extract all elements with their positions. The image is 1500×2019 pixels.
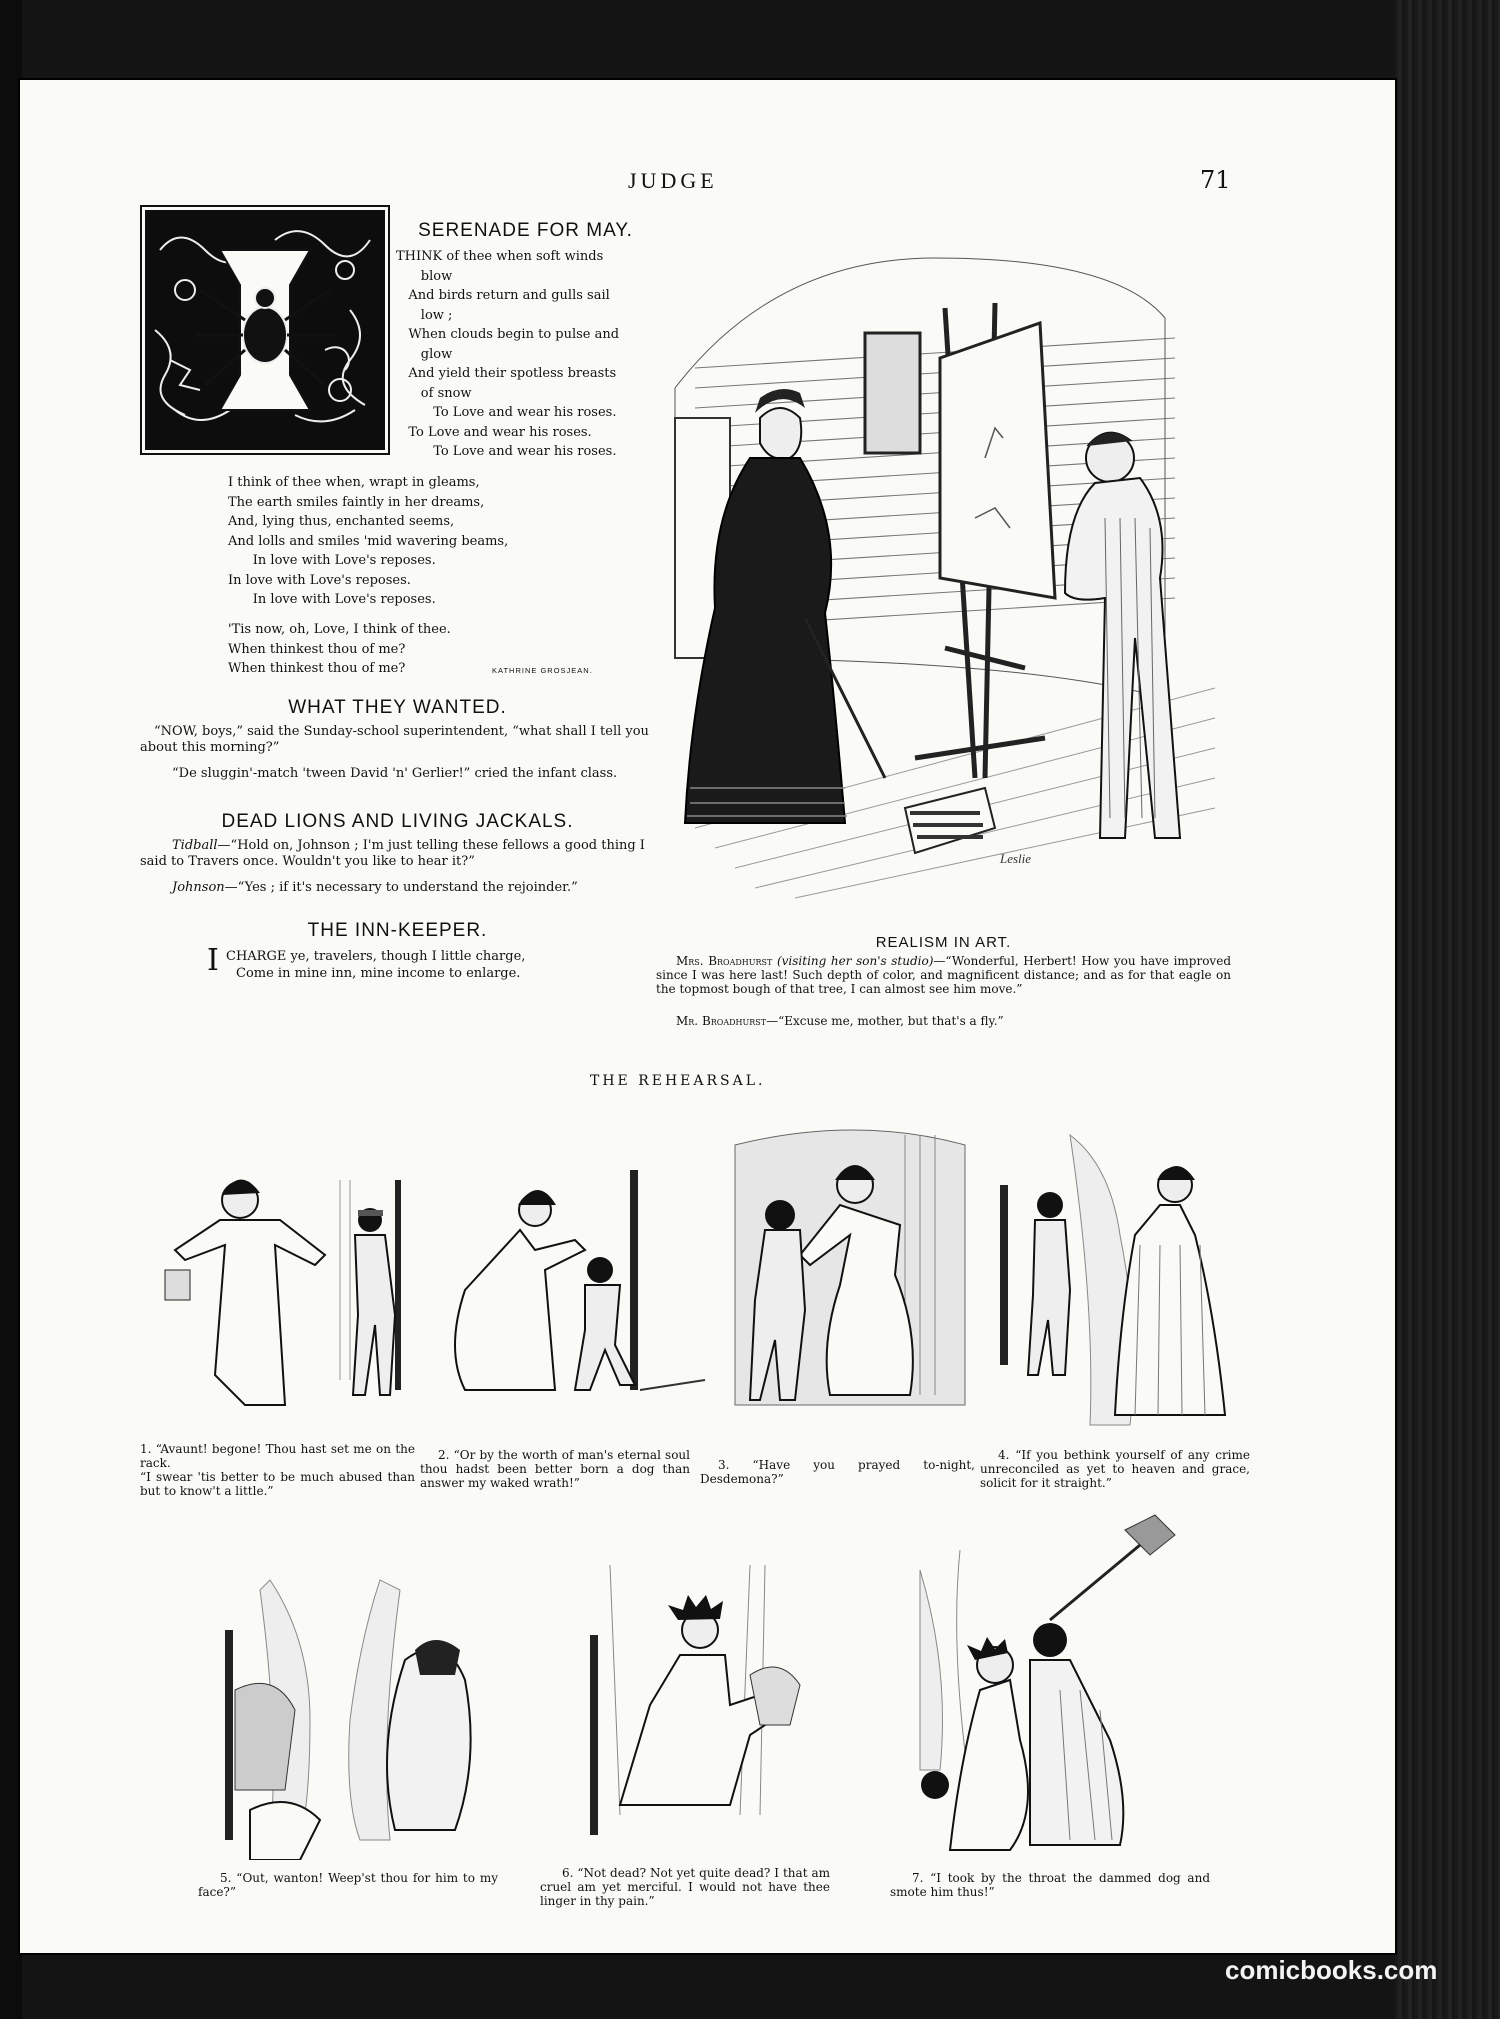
realism-line-2: —“Excuse me, mother, but that's a fly.” bbox=[766, 1014, 1004, 1028]
speaker-mrs-broadhurst: Mrs. Broadhurst bbox=[676, 954, 773, 968]
serenade-title: SERENADE FOR MAY. bbox=[418, 220, 633, 241]
rehearsal-caption-5: 5. “Out, wanton! Weep'st thou for him to my face?” bbox=[198, 1871, 498, 1899]
dead-lions-para-1 bbox=[140, 838, 655, 870]
serenade-stanza-2: I think of thee when, wrapt in gleams, The earth smiles faintly in her dreams, And, lying thus, enchanted seems, And lolls and smiles 'mid wavering beams, In love with Love's reposes. In love with Love's reposes. In love with Love's reposes. bbox=[228, 475, 509, 607]
rehearsal-title: THE REHEARSAL. bbox=[590, 1073, 766, 1089]
scan-right-background bbox=[1395, 0, 1500, 2019]
dead-lions-title: DEAD LIONS AND LIVING JACKALS. bbox=[221, 811, 574, 832]
serenade-stanza-1: THINK of thee when soft winds blow And birds return and gulls sail low ; When clouds begin to pulse and glow And yield their spotless breasts of snow To Love and wear his roses. To Love and wear his roses. To Love and wear his roses. bbox=[396, 249, 620, 459]
speaker-tidball: Tidball bbox=[172, 838, 218, 853]
magazine-page bbox=[20, 80, 1395, 1953]
realism-aside: (visiting her son's studio) bbox=[776, 954, 934, 968]
rehearsal-caption-1: 1. “Avaunt! begone! Thou hast set me on the rack. “I swear 'tis better to be much abused than but to know't a little.” bbox=[140, 1442, 415, 1498]
realism-line-1: —“Wonderful, Herbert! How you have improved since I was here last! Such depth of color, and magnificent distance; and as for that eagle on the topmost bough of that tree, I can almost see him move.” bbox=[656, 954, 1231, 996]
what-they-wanted-para-1: “NOW, boys,” said the Sunday-school superintendent, “what shall I tell you about this morning?” bbox=[140, 724, 649, 755]
rehearsal-panel-2 bbox=[425, 1160, 715, 1430]
magazine-title: JUDGE bbox=[628, 168, 718, 193]
rehearsal-panel-5 bbox=[210, 1570, 485, 1860]
speaker-johnson: Johnson bbox=[172, 880, 225, 895]
rehearsal-caption-7: 7. “I took by the throat the dammed dog and smote him thus!” bbox=[890, 1871, 1210, 1899]
rehearsal-panel-1 bbox=[140, 1160, 405, 1430]
realism-title: REALISM IN ART. bbox=[875, 934, 1012, 951]
watermark: comicbooks.com bbox=[1225, 1955, 1438, 1985]
realism-illustration bbox=[655, 218, 1235, 918]
speaker-mr-broadhurst: Mr. Broadhurst bbox=[676, 1014, 767, 1028]
svg-text:Leslie: Leslie bbox=[1000, 851, 1032, 866]
page-number: 71 bbox=[1200, 166, 1231, 194]
rehearsal-panel-7 bbox=[900, 1510, 1190, 1855]
inn-keeper-drop-cap: I bbox=[207, 943, 219, 978]
rehearsal-caption-3: 3. “Have you prayed to-night, Desdemona?” bbox=[700, 1458, 975, 1486]
serenade-author: KATHRINE GROSJEAN. bbox=[492, 666, 593, 675]
inn-keeper-line-2: Come in mine inn, mine income to enlarge. bbox=[236, 966, 521, 981]
rehearsal-panel-6 bbox=[560, 1555, 820, 1855]
spider-ornament-icon bbox=[145, 210, 385, 450]
scan-left-edge bbox=[0, 0, 22, 2019]
dead-lions-line-2: —“Yes ; if it's necessary to understand the rejoinder.” bbox=[224, 880, 578, 895]
rehearsal-panel-3 bbox=[725, 1125, 975, 1430]
rehearsal-caption-6: 6. “Not dead? Not yet quite dead? I that am cruel am yet merciful. I would not have thee linger in thy pain.” bbox=[540, 1866, 830, 1908]
what-they-wanted-title: WHAT THEY WANTED. bbox=[288, 697, 507, 718]
dead-lions-line-1: —“Hold on, Johnson ; I'm just telling these fellows a good thing I said to Travers once. Wouldn't you like to hear it?” bbox=[140, 838, 645, 869]
dead-lions-para-2 bbox=[140, 880, 655, 896]
rehearsal-caption-4: 4. “If you bethink yourself of any crime unreconciled as yet to heaven and grace, solicit for it straight.” bbox=[980, 1448, 1250, 1490]
inn-keeper-line-1: CHARGE ye, travelers, though I little charge, bbox=[226, 949, 526, 964]
inn-keeper-title: THE INN-KEEPER. bbox=[307, 920, 488, 941]
decorative-initial-t bbox=[140, 205, 390, 455]
realism-para-2 bbox=[676, 1014, 1231, 1028]
what-they-wanted-para-2: “De sluggin'-match 'tween David 'n' Gerlier!” cried the infant class. bbox=[172, 766, 618, 781]
rehearsal-caption-2: 2. “Or by the worth of man's eternal soul thou hadst been better born a dog than answer my waked wrath!” bbox=[420, 1448, 690, 1490]
serenade-stanza-3: 'Tis now, oh, Love, I think of thee. When thinkest thou of me? When thinkest thou of me? bbox=[228, 622, 451, 676]
realism-para-1 bbox=[656, 954, 1231, 996]
rehearsal-panel-4 bbox=[990, 1125, 1250, 1430]
